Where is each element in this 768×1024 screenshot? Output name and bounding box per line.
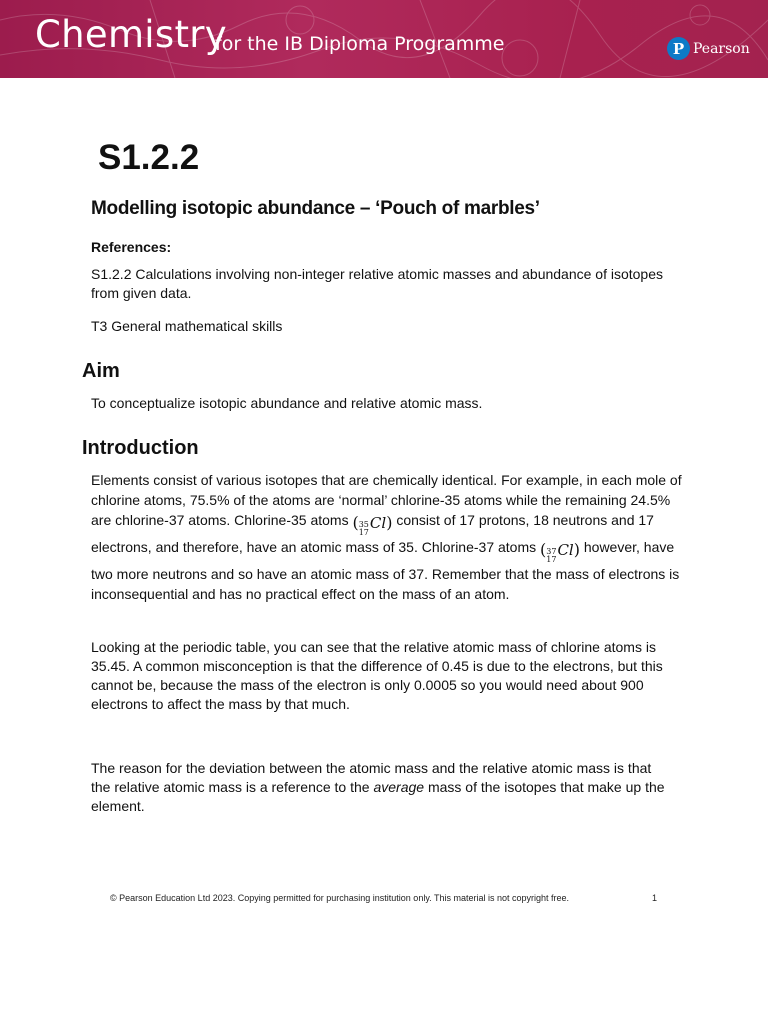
- cl37-atomic-number: 17: [546, 555, 557, 564]
- pearson-logo: [667, 37, 750, 60]
- cl35-symbol: Cl: [369, 514, 387, 532]
- cl35-atomic-number: 17: [358, 528, 369, 537]
- cl37-symbol: Cl: [557, 541, 574, 559]
- activity-title: Modelling isotopic abundance – ‘Pouch of marbles’: [91, 198, 540, 219]
- introduction-heading: Introduction: [82, 437, 199, 459]
- aim-heading: Aim: [82, 360, 120, 382]
- page-number: 1: [652, 893, 658, 903]
- body-paragraph-misconception: Looking at the periodic table, you can see that the relative atomic mass of chlorine atoms is 35.45. A common misconception is that the difference of 0.45 is due to the electrons, but this cannot be, because the mass of the electron is only 0.0005 so you would need about 900 electrons to affect the mass by that much.: [91, 639, 663, 712]
- intro-text-part-1: Elements consist of various isotopes that are chemically identical. For example, in each mole of chlorine atoms, 75.5% of the atoms are ‘normal’ chlorine-35 atoms while the remaining 24.5% are chlorine-37 atoms. Chlorine-35 atoms: [91, 472, 682, 528]
- brand-subtitle: for the IB Diploma Programme: [215, 33, 505, 55]
- reference-item: S1.2.2 Calculations involving non-integer relative atomic masses and abundance of isotopes from given data.: [91, 266, 664, 301]
- cl37-mass-number: 37: [546, 547, 557, 556]
- references-heading: References:: [91, 239, 172, 255]
- average-text-after: mass of the isotopes that make up the element.: [91, 779, 665, 814]
- reference-item: T3 General mathematical skills: [91, 318, 283, 334]
- introduction-paragraph: [91, 470, 691, 604]
- chlorine-35-notation: ( 35 17 Cl): [352, 513, 393, 537]
- pearson-p-icon: P: [667, 37, 690, 60]
- copyright-footer: © Pearson Education Ltd 2023. Copying permitted for purchasing institution only. This material is not copyright free.: [110, 893, 570, 903]
- aim-text: To conceptualize isotopic abundance and relative atomic mass.: [91, 395, 483, 411]
- intro-text-part-2: consist of 17 protons, 18 neutrons and 17 electrons, and therefore, have an atomic mass of 35. Chlorine-37 atoms: [91, 512, 654, 555]
- chlorine-37-notation: ( 37 17 Cl): [540, 540, 580, 564]
- average-emphasis: average: [373, 779, 425, 795]
- section-code: S1.2.2: [98, 138, 200, 177]
- intro-text-part-3: however, have two more neutrons and so have an atomic mass of 37. Remember that the mass of electrons is inconsequential and has no practical effect on the mass of an atom.: [91, 539, 680, 602]
- header-banner: [0, 0, 768, 78]
- brand-title: Chemistry: [35, 13, 227, 56]
- pearson-wordmark: Pearson: [693, 40, 750, 57]
- cl35-mass-number: 35: [358, 520, 369, 529]
- average-text-before: The reason for the deviation between the atomic mass and the relative atomic mass is that the relative atomic mass is a reference to the: [91, 760, 652, 795]
- body-paragraph-average: [91, 759, 671, 816]
